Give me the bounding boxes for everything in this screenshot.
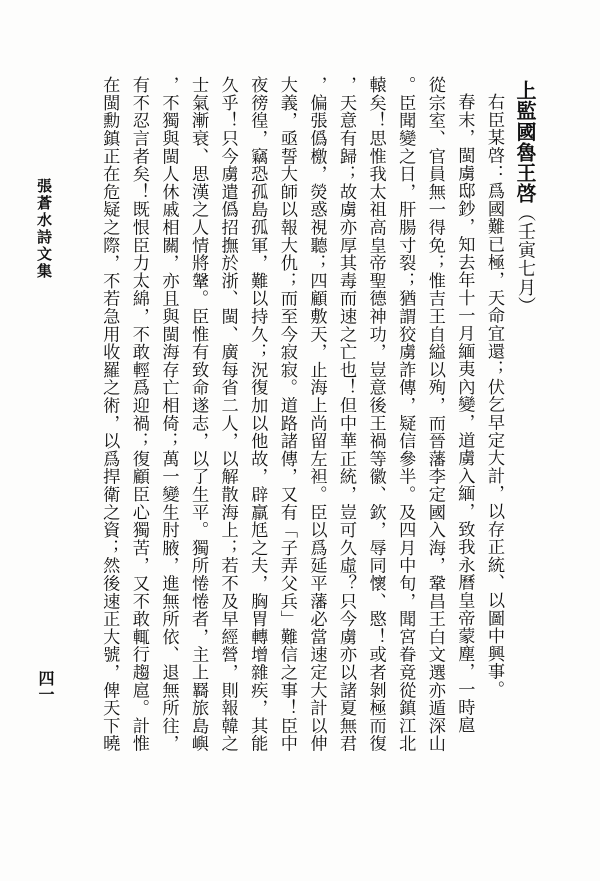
document-title bbox=[508, 76, 542, 840]
text-column: 春末，閩虜邸鈔，知去年十一月緬夷內變，道虜入緬，致我永曆皇帝蒙塵，一時扈 bbox=[454, 93, 475, 734]
text-column: 有不忍言者矣！既恨臣力太綿，不敢輕爲迎禍；復顧臣心獨苦，又不敢輒行趨扈。計惟 bbox=[128, 76, 149, 753]
page-number: 四一 bbox=[36, 670, 55, 702]
text-column: ，偏張僞檄，熒惑視聽；四顧敷天，止海上尚留左袒。臣以爲延平藩必當速定大計以伸 bbox=[306, 76, 327, 753]
text-column: 大義，亟誓大師以報大仇；而至今寂寂。道路諸傳，又有「子弄父兵」難信之事！臣中 bbox=[276, 76, 297, 753]
text-column: 從宗室、官員無一得免；惟吉王自縊以殉，而晉藩李定國入海，鞏昌王白文選亦遁深山 bbox=[424, 76, 445, 753]
running-head: 張蒼水詩文集 bbox=[35, 178, 53, 280]
title-text: 上監國魯王啓 bbox=[513, 80, 537, 204]
text-column: 轅矣！思惟我太祖高皇帝聖德神功，豈意後王禍等徽、欽，辱同懷、愍！或者剝極而復 bbox=[365, 76, 386, 753]
text-column: 在閩勳鎮正在危疑之際，不若急用收羅之術，以爲捍衛之資；然後速正大號，俾天下曉 bbox=[99, 76, 120, 753]
text-column: ，天意有歸；故虜亦厚其毒而速之亡也！但中華正統，豈可久虛？只今虜亦以諸夏無君 bbox=[336, 76, 357, 753]
body-text bbox=[94, 76, 542, 840]
text-column: 士氣漸衰、思漢之人情將鞶。臣惟有致命遂志，以了生平。獨所惓惓者，主上羇旅島嶼 bbox=[188, 76, 209, 753]
text-column: 久乎！只今虜遣僞招撫於浙、閩、廣每省二人，以解散海上；若不及早經營，則報韓之 bbox=[217, 76, 238, 753]
text-column: 。臣聞變之日，肝腸寸裂；猶謂狡虜詐傳，疑信參半。及四月中旬，聞宮眷竟從鎮江北 bbox=[395, 76, 416, 753]
text-column: 右臣某啓：爲國難已極，天命宜還；伏乞早定大計，以存正統、以圖中興事。 bbox=[484, 93, 504, 699]
title-date-note: （壬寅七月） bbox=[515, 203, 536, 316]
text-column: ，不獨與閩人休戚相關，亦且與閩海存亡相倚；萬一變生肘腋，進無所依、退無所往， bbox=[158, 76, 179, 753]
text-column: 夜徬徨，竊恐孤島孤軍，難以持久；況復加以他故，辟羸尪之夫，胸胃轉增雜疾，其能 bbox=[247, 76, 268, 753]
